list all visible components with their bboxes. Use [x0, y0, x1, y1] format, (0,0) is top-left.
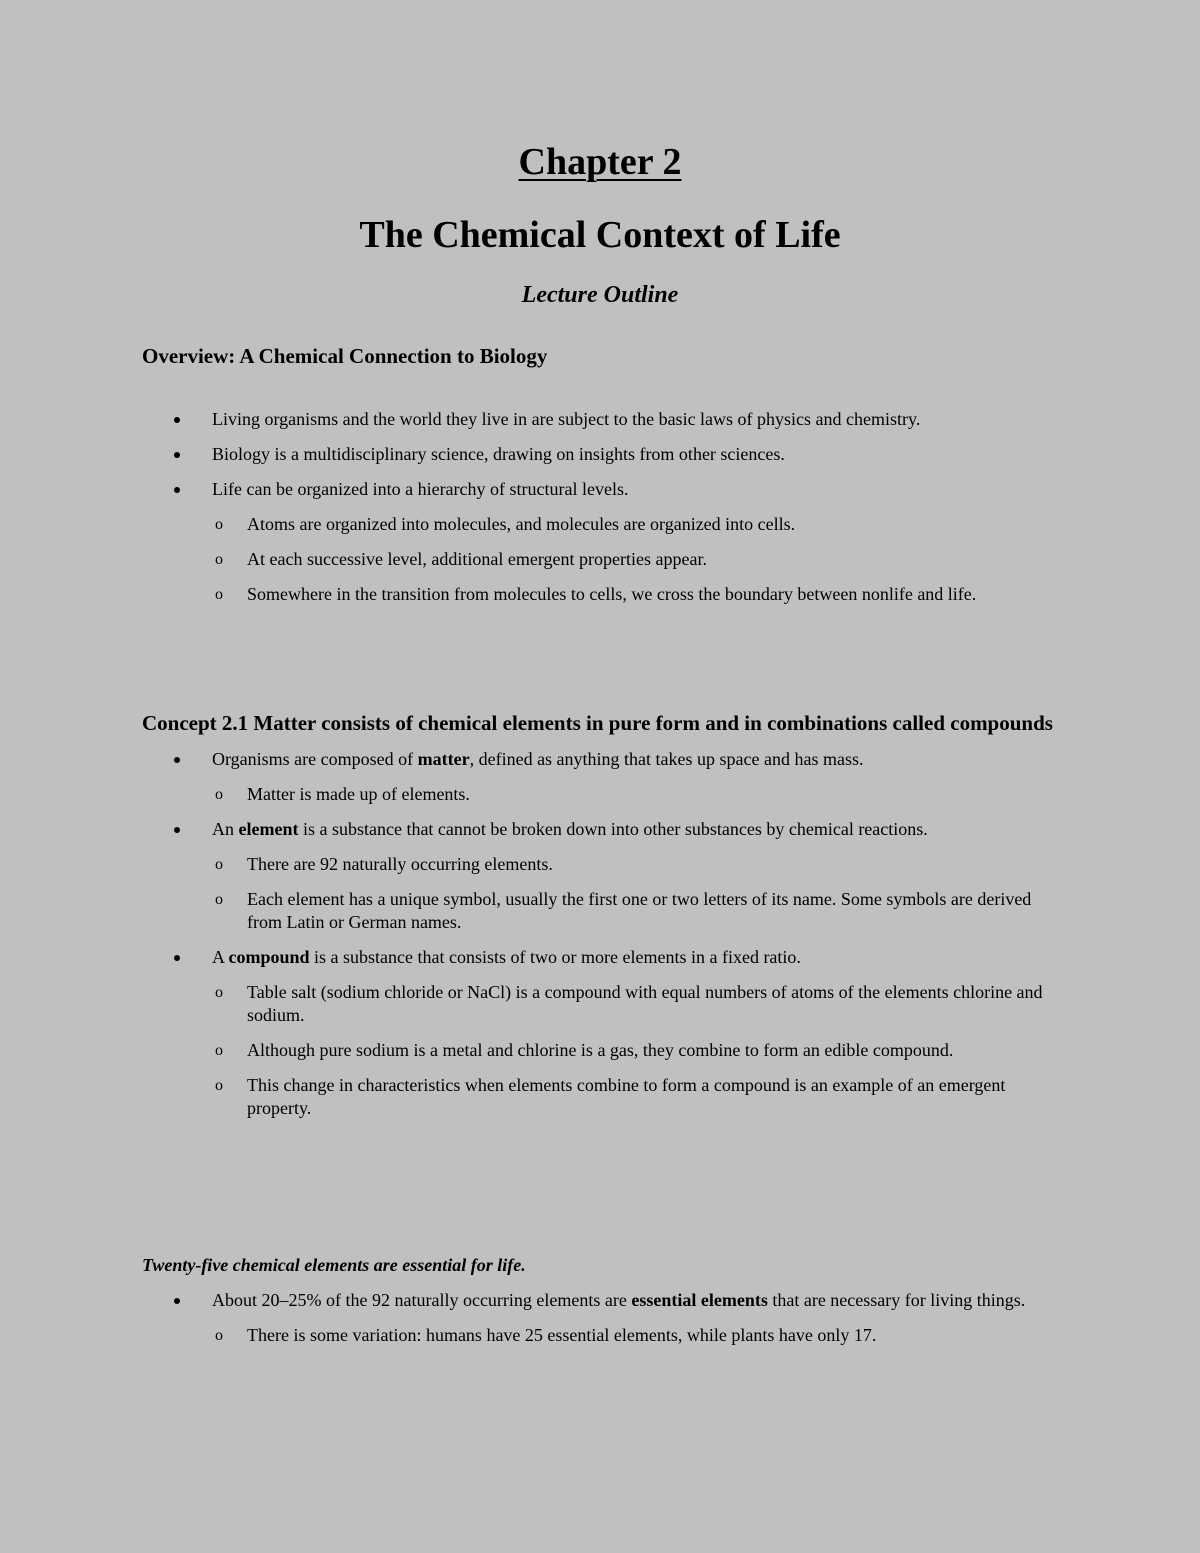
term-element: element [238, 819, 299, 839]
list-item: An element is a substance that cannot be broken down into other substances by chemical reactions. [212, 818, 1062, 841]
list-item: A compound is a substance that consists of two or more elements in a fixed ratio. [212, 946, 1062, 969]
concept-list [142, 748, 1062, 1120]
overview-list [142, 408, 1062, 606]
term-matter: matter [417, 749, 470, 769]
list-item: o Somewhere in the transition from molecules to cells, we cross the boundary between nonlife and life. [215, 584, 977, 604]
circle-bullet-icon: o [215, 1042, 223, 1059]
overview-section [142, 345, 1062, 606]
list-item: o Although pure sodium is a metal and chlorine is a gas, they combine to form an edible compound. [215, 1040, 954, 1060]
list-item: o Each element has a unique symbol, usually the first one or two letters of its name. Some symbols are derived from Latin or German names. [215, 889, 1032, 932]
list-item: About 20–25% of the 92 naturally occurring elements are essential elements that are necessary for living things. [212, 1289, 1062, 1312]
list-item: Living organisms and the world they live in are subject to the basic laws of physics and chemistry. [212, 408, 1062, 431]
list-item: Biology is a multidisciplinary science, drawing on insights from other sciences. [212, 443, 1062, 466]
chapter-title: The Chemical Context of Life [359, 214, 841, 256]
concept-heading: Concept 2.1 Matter consists of chemical elements in pure form and in combinations called compounds [142, 711, 1053, 735]
essential-heading: Twenty-five chemical elements are essential for life. [142, 1255, 526, 1275]
list-item: Life can be organized into a hierarchy of structural levels. [212, 478, 1062, 501]
essential-elements-section [142, 1254, 1062, 1347]
overview-heading: Overview: A Chemical Connection to Biology [142, 344, 548, 368]
list-item: o This change in characteristics when elements combine to form a compound is an example of an emergent property. [215, 1075, 1006, 1118]
essential-list [142, 1289, 1062, 1347]
circle-bullet-icon: o [215, 1077, 223, 1094]
bullet-icon [174, 487, 180, 493]
circle-bullet-icon: o [215, 891, 223, 908]
list-item: o There are 92 naturally occurring elements. [215, 854, 553, 874]
bullet-icon [174, 955, 180, 961]
bullet-icon [174, 452, 180, 458]
bullet-icon [174, 757, 180, 763]
list-item: o There is some variation: humans have 25 essential elements, while plants have only 17. [215, 1325, 877, 1345]
list-item: o Atoms are organized into molecules, and molecules are organized into cells. [215, 514, 796, 534]
lecture-outline-subtitle: Lecture Outline [521, 282, 679, 308]
list-item: o At each successive level, additional emergent properties appear. [215, 549, 707, 569]
circle-bullet-icon: o [215, 984, 223, 1001]
bullet-icon [174, 827, 180, 833]
circle-bullet-icon: o [215, 586, 223, 603]
bullet-icon [174, 1298, 180, 1304]
chapter-heading [0, 140, 1200, 184]
circle-bullet-icon: o [215, 551, 223, 568]
chapter-label: Chapter 2 [518, 141, 682, 183]
list-item: Organisms are composed of matter, defined as anything that takes up space and has mass. [212, 748, 1062, 771]
term-essential-elements: essential elements [631, 1290, 768, 1310]
term-compound: compound [228, 947, 310, 967]
list-item: o Table salt (sodium chloride or NaCl) is a compound with equal numbers of atoms of the elements chlorine and sodium. [215, 982, 1043, 1025]
concept-section [142, 712, 1062, 1120]
list-item: o Matter is made up of elements. [215, 784, 470, 804]
circle-bullet-icon: o [215, 1327, 223, 1344]
circle-bullet-icon: o [215, 856, 223, 873]
bullet-icon [174, 417, 180, 423]
circle-bullet-icon: o [215, 516, 223, 533]
circle-bullet-icon: o [215, 786, 223, 803]
